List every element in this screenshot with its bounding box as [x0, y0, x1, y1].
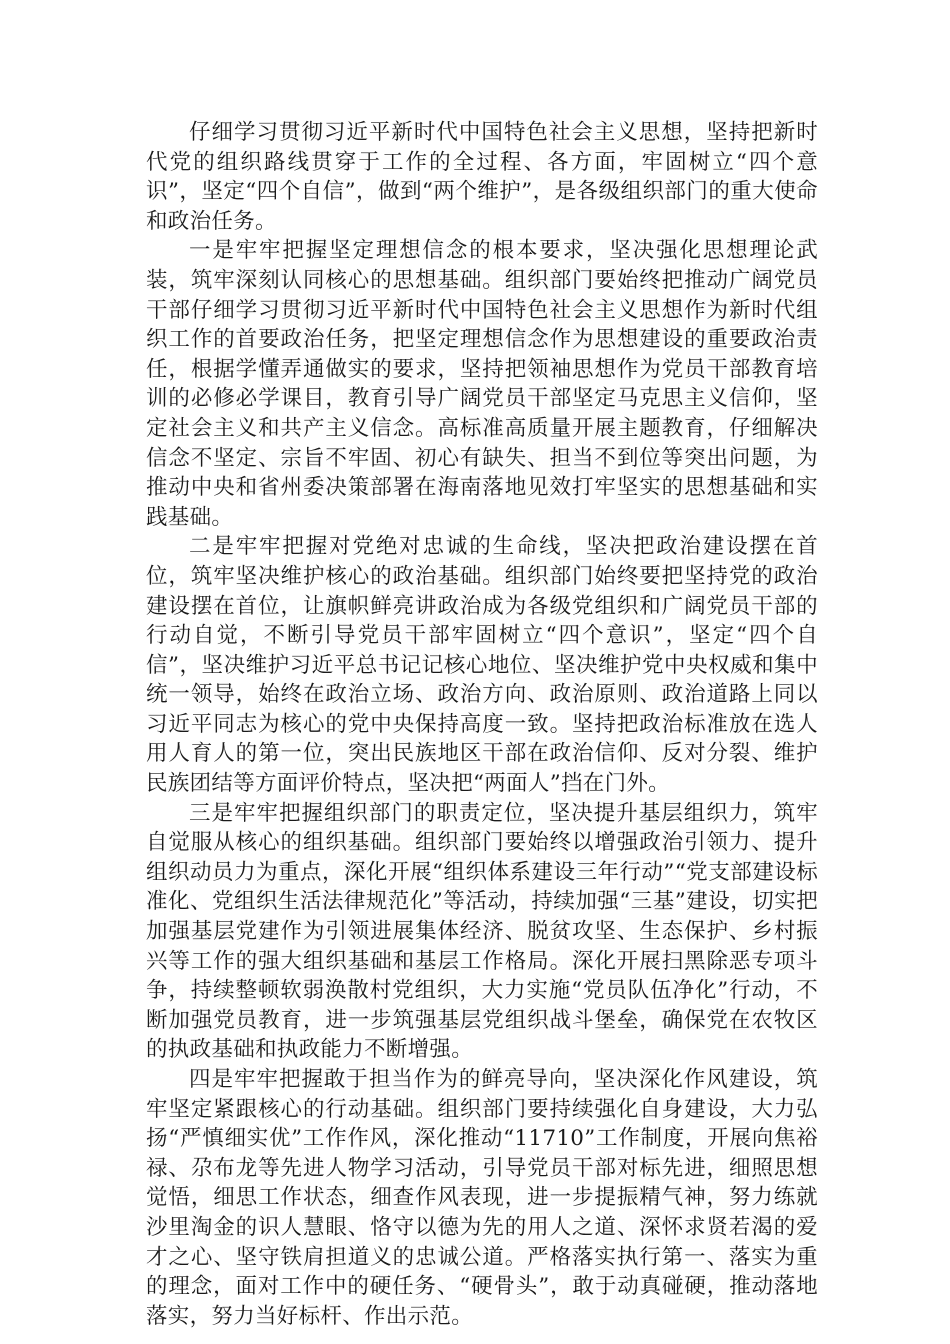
paragraph-point-two: 二是牢牢把握对党绝对忠诚的生命线，坚决把政治建设摆在首位，筑牢坚决维护核心的政治基础。组织部门始终要把坚持党的政治建设摆在首位，让旗帜鲜亮讲政治成为各级党组织和广阔党员干部的行动自觉，不断引导党员干部牢固树立“四个意识”，坚定“四个自信”，坚决维护习近平总书记记核心地位、坚决维护党中央权威和集中统一领导，始终在政治立场、政治方向、政治原则、政治道路上同以习近平同志为核心的党中央保持高度一致。坚持把政治标准放在选人用人育人的第一位，突出民族地区干部在政治信仰、反对分裂、维护民族团结等方面评价特点，坚决把“两面人”挡在门外。	[146, 534, 818, 797]
document-body	[146, 118, 818, 1331]
paragraph-point-three: 三是牢牢把握组织部门的职责定位，坚决提升基层组织力，筑牢自觉服从核心的组织基础。组织部门要始终以增强政治引领力、提升组织动员力为重点，深化开展“组织体系建设三年行动”“党支部建设标准化、党组织生活法律规范化”等活动，持续加强“三基”建设，切实把加强基层党建作为引领进展集体经济、脱贫攻坚、生态保护、乡村振兴等工作的强大组织基础和基层工作格局。深化开展扫黑除恶专项斗争，持续整顿软弱涣散村党组织，大力实施“党员队伍净化”行动，不断加强党员教育，进一步筑强基层党组织战斗堡垒，确保党在农牧区的执政基础和执政能力不断增强。	[146, 800, 818, 1063]
paragraph-point-four: 四是牢牢把握敢于担当作为的鲜亮导向，坚决深化作风建设，筑牢坚定紧跟核心的行动基础。组织部门要持续强化自身建设，大力弘扬“严慎细实优”工作作风，深化推动“11710”工作制度，开展向焦裕禄、尕布龙等先进人物学习活动，引导党员干部对标先进，细照思想觉悟，细思工作状态，细查作风表现，进一步提振精气神，努力练就沙里淘金的识人慧眼、恪守以德为先的用人之道、深怀求贤若渴的爱才之心、坚守铁肩担道义的忠诚公道。严格落实执行第一、落实为重的理念，面对工作中的硬任务、“硬骨头”，敢于动真碰硬，推动落地落实，努力当好标杆、作出示范。	[146, 1067, 818, 1329]
paragraph-intro: 仔细学习贯彻习近平新时代中国特色社会主义思想，坚持把新时代党的组织路线贯穿于工作的全过程、各方面，牢固树立“四个意识”，坚定“四个自信”，做到“两个维护”，是各级组织部门的重大使命和政治任务。	[146, 120, 818, 234]
paragraph-point-one: 一是牢牢把握坚定理想信念的根本要求，坚决强化思想理论武装，筑牢深刻认同核心的思想基础。组织部门要始终把推动广阔党员干部仔细学习贯彻习近平新时代中国特色社会主义思想作为新时代组织工作的首要政治任务，把坚定理想信念作为思想建设的重要政治责任，根据学懂弄通做实的要求，坚持把领袖思想作为党员干部教育培训的必修必学课目，教育引导广阔党员干部坚定马克思主义信仰，坚定社会主义和共产主义信念。高标准高质量开展主题教育，仔细解决信念不坚定、宗旨不牢固、初心有缺失、担当不到位等突出问题，为推动中央和省州委决策部署在海南落地见效打牢坚实的思想基础和实践基础。	[146, 238, 818, 530]
